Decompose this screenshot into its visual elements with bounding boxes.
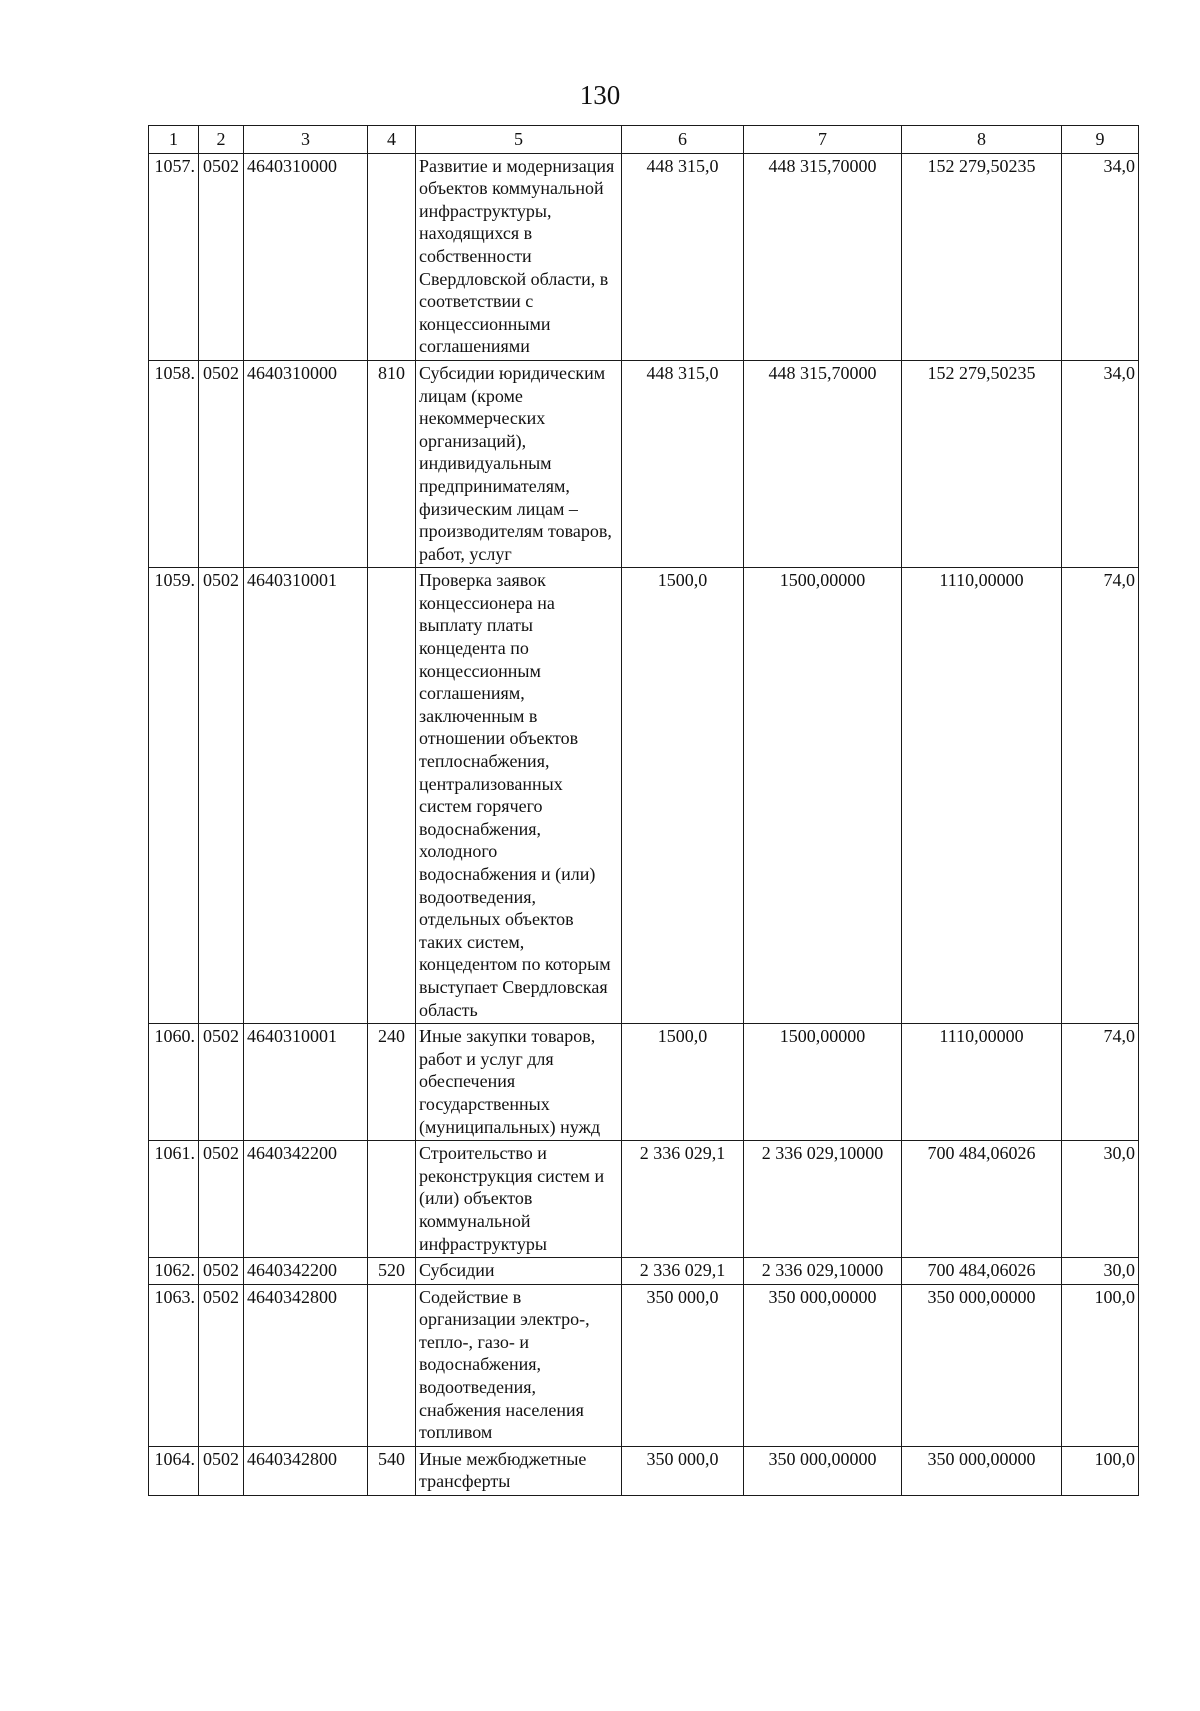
article-code-cell: 4640342200 (244, 1141, 368, 1258)
item-name-cell: Проверка заявок концессионера на выплату платы концедента по концессионным соглашениям, заключенным в отношении объектов теплоснабжения, централизованных систем горячего водоснабжения, холодного водоснабжения и (или) водоотведения, отдельных объектов таких систем, концедентом по которым выступает Свердловская область (416, 568, 622, 1024)
row-number-cell: 1059. (149, 568, 199, 1024)
table-body (149, 153, 1139, 1495)
percent-cell: 34,0 (1062, 153, 1139, 360)
column-8-value-cell: 1110,00000 (902, 1024, 1062, 1141)
section-code-cell: 0502 (199, 1024, 244, 1141)
table-row (149, 1284, 1139, 1446)
item-name-cell: Строительство и реконструкция систем и (или) объектов коммунальной инфраструктуры (416, 1141, 622, 1258)
column-7-value-cell: 350 000,00000 (744, 1446, 902, 1495)
item-name-cell: Иные закупки товаров, работ и услуг для обеспечения государственных (муниципальных) нужд (416, 1024, 622, 1141)
article-code-cell: 4640342800 (244, 1446, 368, 1495)
section-code-cell: 0502 (199, 1258, 244, 1285)
table-row (149, 1024, 1139, 1141)
expense-type-cell: 520 (368, 1258, 416, 1285)
column-7-value-cell: 448 315,70000 (744, 360, 902, 567)
percent-cell: 30,0 (1062, 1258, 1139, 1285)
expense-type-cell: 810 (368, 360, 416, 567)
article-code-cell: 4640310001 (244, 1024, 368, 1141)
column-7-value-cell: 1500,00000 (744, 568, 902, 1024)
table-row (149, 568, 1139, 1024)
column-8-value-cell: 350 000,00000 (902, 1284, 1062, 1446)
column-6-value-cell: 350 000,0 (622, 1446, 744, 1495)
section-code-cell: 0502 (199, 153, 244, 360)
expense-type-cell (368, 153, 416, 360)
column-7-value-cell: 2 336 029,10000 (744, 1258, 902, 1285)
section-code-cell: 0502 (199, 1141, 244, 1258)
item-name-cell: Субсидии юридическим лицам (кроме некоммерческих организаций), индивидуальным предпринимателям, физическим лицам – производителям товаров, работ, услуг (416, 360, 622, 567)
article-code-cell: 4640342800 (244, 1284, 368, 1446)
percent-cell: 30,0 (1062, 1141, 1139, 1258)
row-number-cell: 1058. (149, 360, 199, 567)
percent-cell: 74,0 (1062, 568, 1139, 1024)
column-8-value-cell: 700 484,06026 (902, 1258, 1062, 1285)
table-row (149, 1258, 1139, 1285)
column-header-8: 8 (902, 126, 1062, 154)
column-7-value-cell: 448 315,70000 (744, 153, 902, 360)
page-number: 130 (579, 80, 621, 110)
item-name-cell: Содействие в организации электро-, тепло-, газо- и водоснабжения, водоотведения, снабжения населения топливом (416, 1284, 622, 1446)
article-code-cell: 4640342200 (244, 1258, 368, 1285)
row-number-cell: 1062. (149, 1258, 199, 1285)
item-name-cell: Иные межбюджетные трансферты (416, 1446, 622, 1495)
column-header-1: 1 (149, 126, 199, 154)
column-6-value-cell: 350 000,0 (622, 1284, 744, 1446)
column-header-7: 7 (744, 126, 902, 154)
column-6-value-cell: 2 336 029,1 (622, 1258, 744, 1285)
expense-type-cell (368, 1284, 416, 1446)
row-number-cell: 1063. (149, 1284, 199, 1446)
article-code-cell: 4640310000 (244, 360, 368, 567)
item-name-cell: Развитие и модернизация объектов коммунальной инфраструктуры, находящихся в собственности Свердловской области, в соответствии с концессионными соглашениями (416, 153, 622, 360)
column-8-value-cell: 700 484,06026 (902, 1141, 1062, 1258)
column-6-value-cell: 2 336 029,1 (622, 1141, 744, 1258)
item-name-cell: Субсидии (416, 1258, 622, 1285)
section-code-cell: 0502 (199, 360, 244, 567)
section-code-cell: 0502 (199, 568, 244, 1024)
column-7-value-cell: 1500,00000 (744, 1024, 902, 1141)
row-number-cell: 1060. (149, 1024, 199, 1141)
column-8-value-cell: 152 279,50235 (902, 360, 1062, 567)
column-header-3: 3 (244, 126, 368, 154)
percent-cell: 100,0 (1062, 1446, 1139, 1495)
percent-cell: 74,0 (1062, 1024, 1139, 1141)
column-header-5: 5 (416, 126, 622, 154)
expense-type-cell: 240 (368, 1024, 416, 1141)
table-row (149, 153, 1139, 360)
column-7-value-cell: 350 000,00000 (744, 1284, 902, 1446)
row-number-cell: 1064. (149, 1446, 199, 1495)
column-6-value-cell: 448 315,0 (622, 153, 744, 360)
row-number-cell: 1057. (149, 153, 199, 360)
article-code-cell: 4640310001 (244, 568, 368, 1024)
column-header-6: 6 (622, 126, 744, 154)
table-row (149, 1446, 1139, 1495)
column-6-value-cell: 1500,0 (622, 568, 744, 1024)
table-row (149, 360, 1139, 567)
column-6-value-cell: 1500,0 (622, 1024, 744, 1141)
expense-type-cell: 540 (368, 1446, 416, 1495)
row-number-cell: 1061. (149, 1141, 199, 1258)
section-code-cell: 0502 (199, 1284, 244, 1446)
percent-cell: 100,0 (1062, 1284, 1139, 1446)
section-code-cell: 0502 (199, 1446, 244, 1495)
column-header-4: 4 (368, 126, 416, 154)
column-8-value-cell: 152 279,50235 (902, 153, 1062, 360)
percent-cell: 34,0 (1062, 360, 1139, 567)
column-8-value-cell: 350 000,00000 (902, 1446, 1062, 1495)
column-header-2: 2 (199, 126, 244, 154)
article-code-cell: 4640310000 (244, 153, 368, 360)
column-6-value-cell: 448 315,0 (622, 360, 744, 567)
expense-type-cell (368, 1141, 416, 1258)
expense-type-cell (368, 568, 416, 1024)
column-8-value-cell: 1110,00000 (902, 568, 1062, 1024)
column-header-9: 9 (1062, 126, 1139, 154)
table-row (149, 1141, 1139, 1258)
column-7-value-cell: 2 336 029,10000 (744, 1141, 902, 1258)
header-row (149, 126, 1139, 154)
budget-table (148, 125, 1139, 1496)
